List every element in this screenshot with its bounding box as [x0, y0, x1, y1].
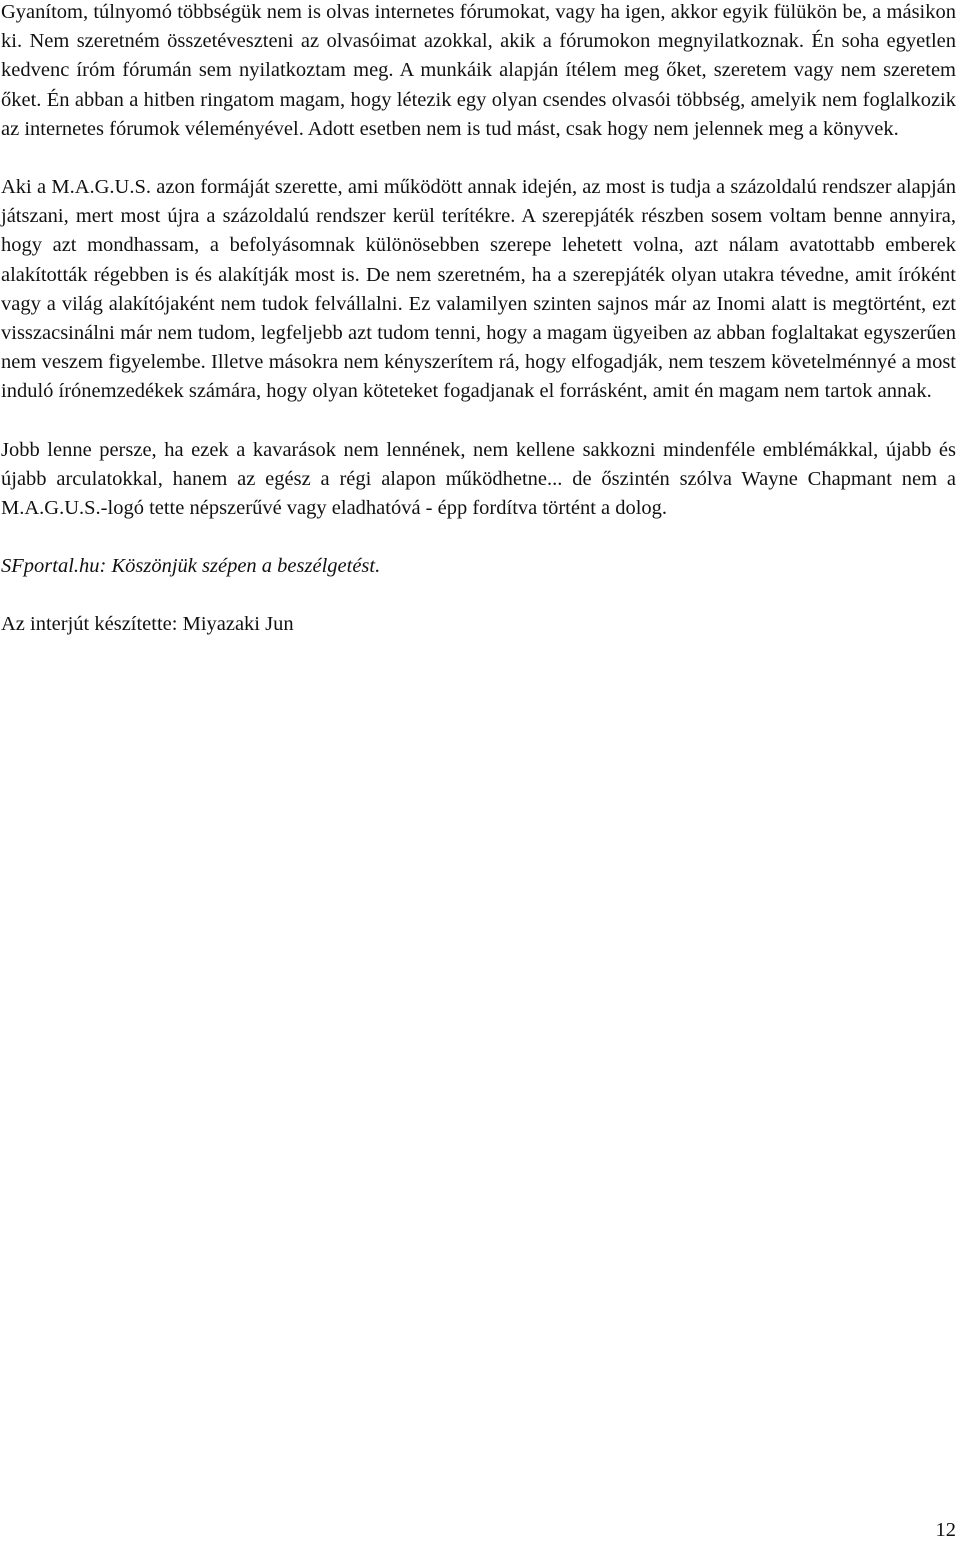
interviewer-credit: Az interjút készítette: Miyazaki Jun [1, 613, 294, 636]
closing-line: SFportal.hu: Köszönjük szépen a beszélgetést. [1, 555, 381, 578]
page-number: 12 [935, 1519, 956, 1541]
paragraph-magus-system: Aki a M.A.G.U.S. azon formáját szerette, ami működött annak idején, az most is tudja a százoldalú rendszer alapján játszani, mert most újra a százoldalú rendszer kerül terítékre. A szerepjáték részben sosem voltam benne annyira, hogy azt mondhassam, a befolyásomnak különösebben szerepe lehetett volna, azt nálam avatottabb emberek alakították régebben is és alakítják most is. De nem szeretném, ha a szerepjáték olyan utakra tévedne, amit íróként vagy a világ alakítójaként nem tudok felvállalni. Ez valamilyen szinten sajnos már az Inomi alatt is megtörtént, ezt visszacsinálni már nem tudom, legfeljebb azt tudom tenni, hogy a magam ügyeiben az abban foglaltakat egyszerűen nem veszem figyelembe. Illetve másokra nem kényszerítem rá, hogy elfogadják, nem teszem követelménnyé a most induló írónemzedékek számára, hogy olyan köteteket fogadjanak el forrásként, amit én magam nem tartok annak. [1, 176, 956, 403]
paragraph-readers: Gyanítom, túlnyomó többségük nem is olvas internetes fórumokat, vagy ha igen, akkor egyik fülükön be, a másikon ki. Nem szeretném összetéveszteni az olvasóimat azokkal, akik a fórumokon megnyilatkoznak. Én soha egyetlen kedvenc íróm fórumán sem nyilatkoztam meg. A munkáik alapján ítélem meg őket, szeretem vagy nem szeretem őket. Én abban a hitben ringatom magam, hogy létezik egy olyan csendes olvasói többség, amelyik nem foglalkozik az internetes fórumok véleményével. Adott esetben nem is tud mást, csak hogy nem jelennek meg a könyvek. [1, 1, 956, 140]
paragraph-branding: Jobb lenne persze, ha ezek a kavarások nem lennének, nem kellene sakkozni mindenféle emblémákkal, újabb és újabb arculatokkal, hanem az egész a régi alapon működhetne... de őszintén szólva Wayne Chapmant nem a M.A.G.U.S.-logó tette népszerűvé vagy eladhatóvá - épp fordítva történt a dolog. [1, 438, 956, 520]
document-body [1, 0, 956, 669]
